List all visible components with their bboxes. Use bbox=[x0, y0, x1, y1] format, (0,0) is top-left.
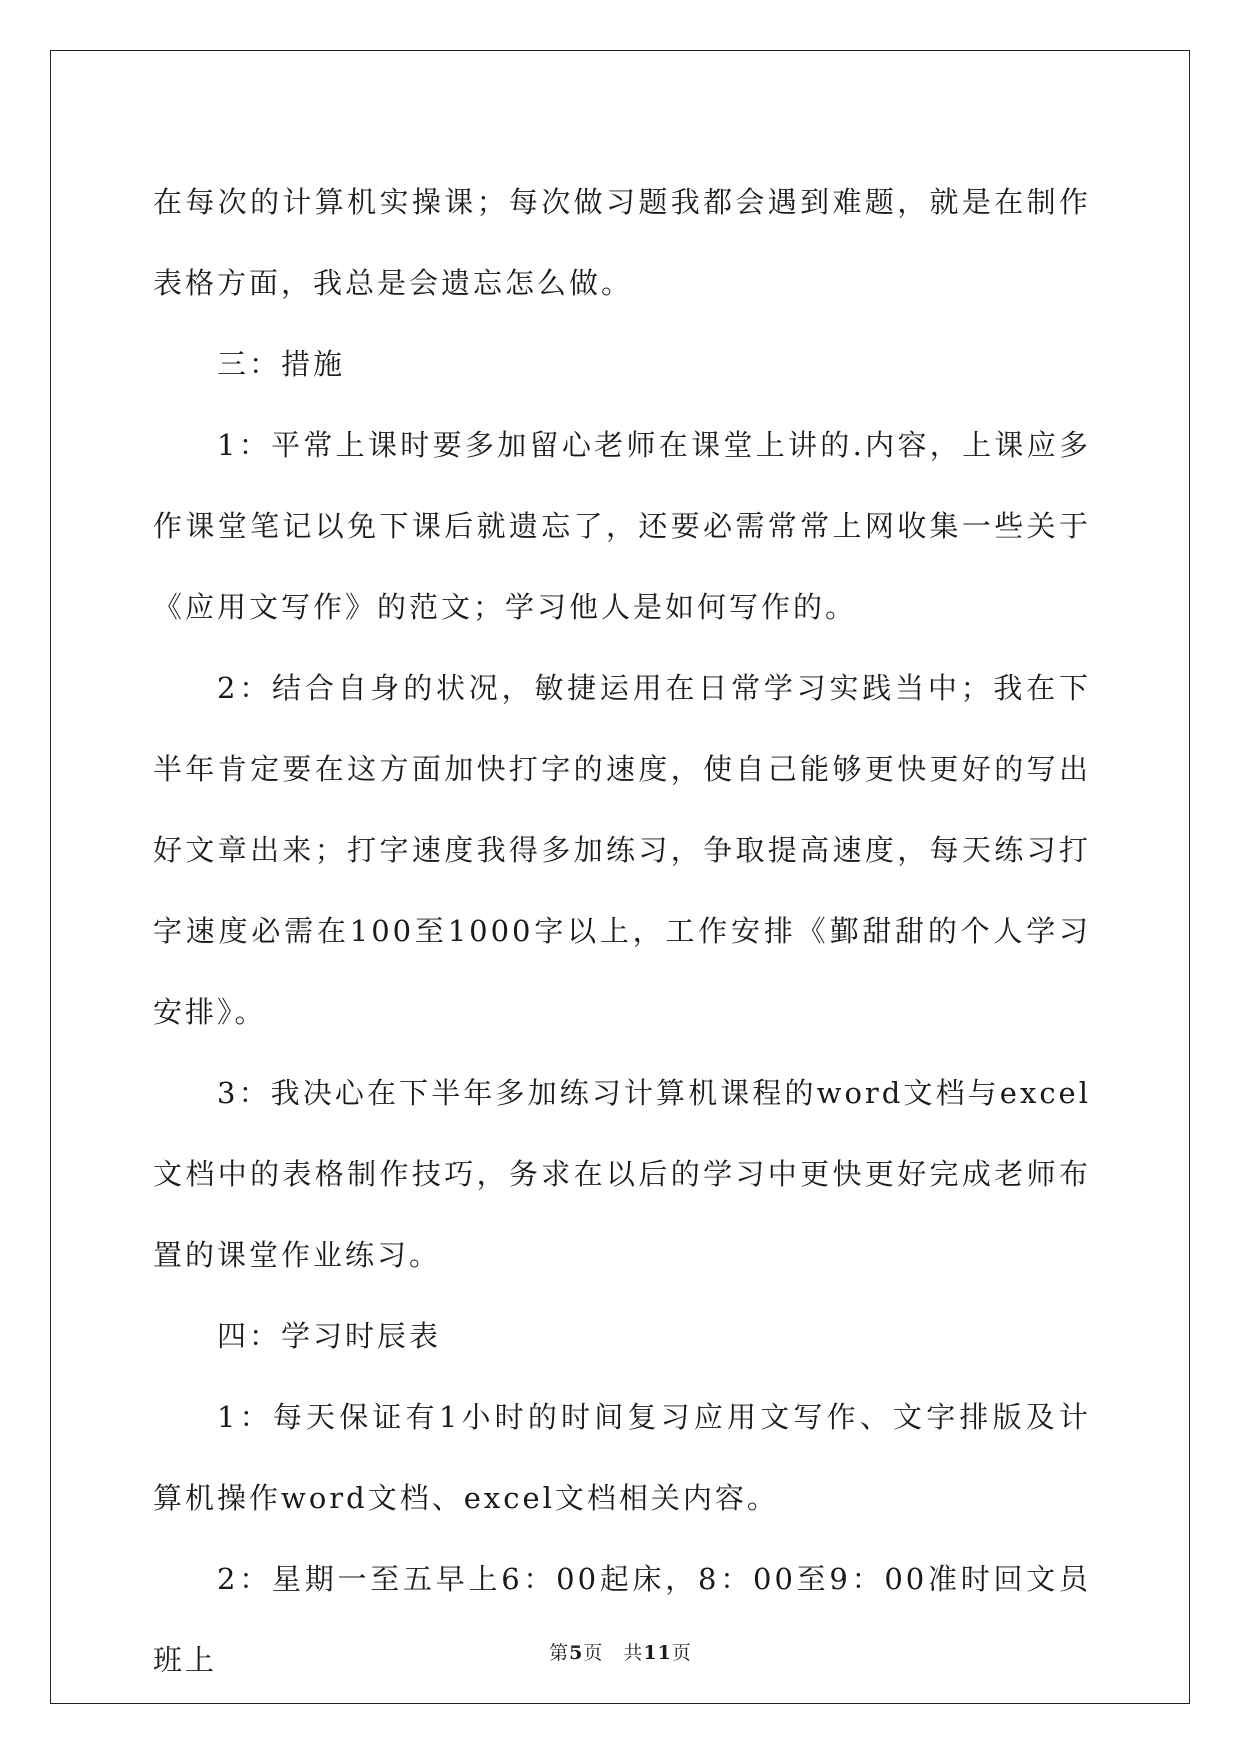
paragraph-measure-2: 2：结合自身的状况，敏捷运用在日常学习实践当中；我在下半年肯定要在这方面加快打字的速度，使自己能够更快更好的写出好文章出来；打字速度我得多加练习，争取提高速度，每天练习打字速度必需在100至1000字以上，工作安排《鄞甜甜的个人学习安排》。 bbox=[153, 671, 1091, 1029]
page-footer bbox=[0, 1638, 1241, 1665]
document-body bbox=[153, 162, 1091, 1701]
footer-page-number: 5 bbox=[569, 1642, 584, 1664]
section-heading-measures: 三：措施 bbox=[217, 347, 346, 381]
paragraph-1: 在每次的计算机实操课；每次做习题我都会遇到难题，就是在制作表格方面，我总是会遗忘怎么做。 bbox=[153, 185, 1091, 300]
footer-mid: 页 共 bbox=[583, 1642, 644, 1664]
footer-suffix: 页 bbox=[671, 1642, 692, 1664]
paragraph-measure-1: 1：平常上课时要多加留心老师在课堂上讲的.内容，上课应多作课堂笔记以免下课后就遗忘了，还要必需常常上网收集一些关于《应用文写作》的范文；学习他人是如何写作的。 bbox=[153, 428, 1091, 624]
paragraph-schedule-2: 2：星期一至五早上6：00起床，8：00至9：00准时回文员班上 bbox=[153, 1562, 1091, 1677]
paragraph-measure-3: 3：我决心在下半年多加练习计算机课程的word文档与excel文档中的表格制作技巧，务求在以后的学习中更快更好完成老师布置的课堂作业练习。 bbox=[153, 1076, 1091, 1272]
footer-prefix: 第 bbox=[549, 1642, 570, 1664]
footer-total-pages: 11 bbox=[643, 1642, 672, 1664]
paragraph-schedule-1: 1：每天保证有1小时的时间复习应用文写作、文字排版及计算机操作word文档、excel文档相关内容。 bbox=[153, 1400, 1091, 1515]
section-heading-schedule: 四：学习时辰表 bbox=[217, 1319, 442, 1353]
